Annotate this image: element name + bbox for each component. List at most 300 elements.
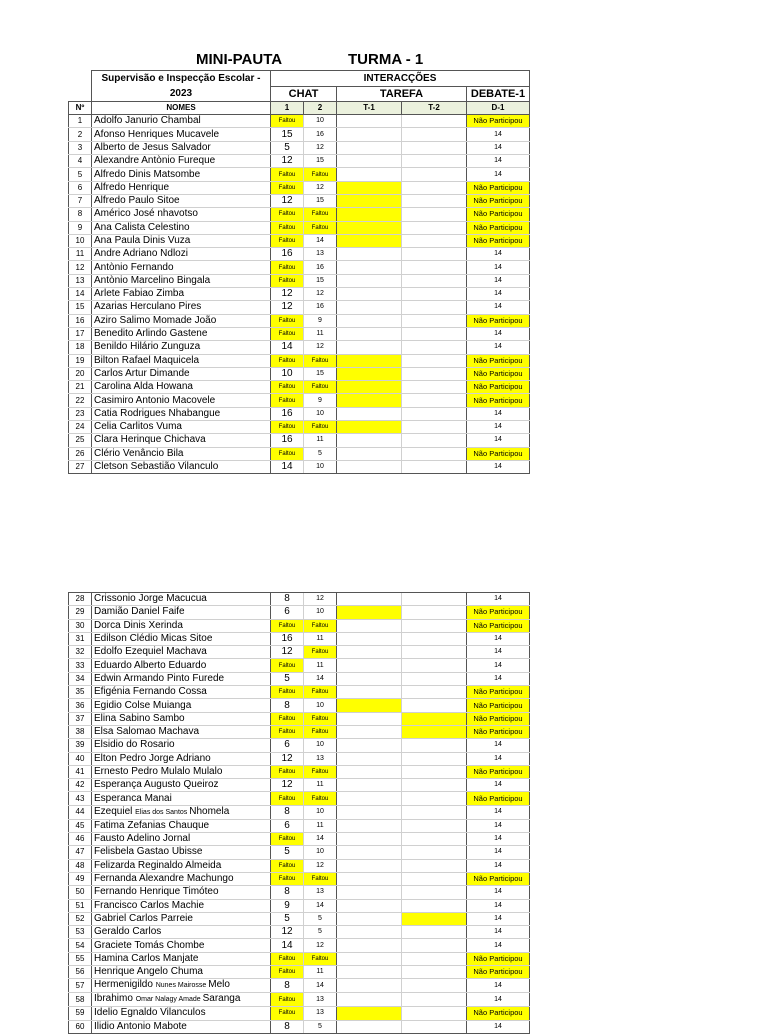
task-2-cell [402, 752, 467, 765]
task-2-cell [402, 606, 467, 619]
debate-1-grade: 14 [467, 659, 530, 672]
chat-1-grade: 5 [271, 912, 304, 925]
table-row [69, 752, 530, 765]
chat-1-grade: 16 [271, 632, 304, 645]
task-2-cell [402, 872, 467, 885]
student-name: Graciete Tomás Chombe [92, 939, 271, 952]
student-name: Esperança Augusto Queiroz [92, 779, 271, 792]
debate-1-grade: 14 [467, 833, 530, 846]
row-number: 28 [69, 593, 92, 606]
task-2-cell [402, 248, 467, 261]
debate-1-grade: 14 [467, 128, 530, 141]
student-name: Elton Pedro Jorge Adriano [92, 752, 271, 765]
debate-1-grade: 14 [467, 1020, 530, 1033]
task-1-cell [337, 792, 402, 805]
chat-1-grade: 8 [271, 979, 304, 993]
task-2-cell [402, 593, 467, 606]
task-2-cell [402, 859, 467, 872]
chat-2-grade: 12 [304, 181, 337, 194]
table-row [69, 619, 530, 632]
row-number: 17 [69, 327, 92, 340]
debate-1-grade: 14 [467, 301, 530, 314]
chat-2-grade: Faltou [304, 619, 337, 632]
task-2-cell [402, 367, 467, 380]
task-1-cell [337, 434, 402, 447]
table-row [69, 686, 530, 699]
chat-1-grade: 5 [271, 141, 304, 154]
student-name: Arlete Fabiao Zimba [92, 288, 271, 301]
debate-1-grade: 14 [467, 805, 530, 819]
task-2-cell [402, 288, 467, 301]
task-1-cell [337, 221, 402, 234]
task-1-cell [337, 833, 402, 846]
table-row [69, 381, 530, 394]
debate-1-grade: 14 [467, 672, 530, 685]
task-1-cell [337, 288, 402, 301]
chat-1-grade: Faltou [271, 993, 304, 1007]
chat-2-grade: Faltou [304, 872, 337, 885]
task-2-cell [402, 939, 467, 952]
chat-2-grade: Faltou [304, 381, 337, 394]
task-2-cell [402, 394, 467, 407]
chat-2-grade: Faltou [304, 421, 337, 434]
name-part-small: Nunes Mairosse [155, 982, 209, 990]
table-row [69, 128, 530, 141]
student-name: Elina Sabino Sambo [92, 712, 271, 725]
task-1-cell [337, 234, 402, 247]
table-row [69, 327, 530, 340]
chat-1-grade: Faltou [271, 168, 304, 181]
table-row [69, 699, 530, 712]
table-row [69, 593, 530, 606]
table-row [69, 341, 530, 354]
row-number: 27 [69, 460, 92, 473]
chat-1-grade: 8 [271, 1020, 304, 1033]
row-number: 38 [69, 725, 92, 738]
task-1-cell [337, 939, 402, 952]
task-2-cell [402, 208, 467, 221]
chat-2-grade: Faltou [304, 208, 337, 221]
debate-1-grade: 14 [467, 752, 530, 765]
task-1-cell [337, 301, 402, 314]
name-part-small: Elias dos Santos [135, 808, 190, 816]
task-2-cell [402, 792, 467, 805]
task-2-cell [402, 659, 467, 672]
chat-1-grade: 12 [271, 779, 304, 792]
table-row [69, 194, 530, 207]
table-row [69, 632, 530, 645]
row-number: 16 [69, 314, 92, 327]
task-1-cell [337, 1007, 402, 1020]
task-1-cell [337, 712, 402, 725]
task-1-cell [337, 859, 402, 872]
table-row [69, 115, 530, 128]
chat-1-grade: 10 [271, 367, 304, 380]
chat-1-grade: Faltou [271, 261, 304, 274]
row-number: 54 [69, 939, 92, 952]
names-header: NOMES [92, 102, 271, 115]
debate-1-grade: Não Participou [467, 208, 530, 221]
debate-1-grade: 14 [467, 261, 530, 274]
task-2-cell [402, 993, 467, 1007]
row-number: 40 [69, 752, 92, 765]
table-row [69, 394, 530, 407]
grades-table-2 [68, 592, 530, 1034]
task-1-cell [337, 367, 402, 380]
chat-1-grade: Faltou [271, 833, 304, 846]
row-number: 18 [69, 341, 92, 354]
chat-2-grade: 13 [304, 1007, 337, 1020]
task-2-cell [402, 899, 467, 912]
table-row [69, 833, 530, 846]
row-number: 46 [69, 833, 92, 846]
chat-1-grade: 8 [271, 886, 304, 899]
debate-1-grade: 14 [467, 886, 530, 899]
task-1-cell [337, 194, 402, 207]
chat-1-grade: 12 [271, 646, 304, 659]
student-name: Hamina Carlos Manjate [92, 952, 271, 965]
row-number: 33 [69, 659, 92, 672]
chat-2-grade: 11 [304, 327, 337, 340]
student-name: Clara Herinque Chichava [92, 434, 271, 447]
chat-1-grade: Faltou [271, 381, 304, 394]
task-2-cell [402, 261, 467, 274]
table-row [69, 672, 530, 685]
row-number: 15 [69, 301, 92, 314]
chat-2-grade: 5 [304, 447, 337, 460]
table-row [69, 659, 530, 672]
chat-2-header: 2 [304, 102, 337, 115]
debate-1-grade: 14 [467, 939, 530, 952]
chat-2-grade: 15 [304, 194, 337, 207]
task-1-cell [337, 872, 402, 885]
chat-2-grade: 12 [304, 859, 337, 872]
task-2-cell [402, 194, 467, 207]
task-1-cell [337, 421, 402, 434]
debate-1-grade: Não Participou [467, 115, 530, 128]
task-2-cell [402, 168, 467, 181]
student-name: Fausto Adelino Jornal [92, 833, 271, 846]
table-row [69, 859, 530, 872]
task-1-cell [337, 966, 402, 979]
task-1-cell [337, 952, 402, 965]
table-row [69, 460, 530, 473]
student-name: Egidio Colse Muianga [92, 699, 271, 712]
row-number: 34 [69, 672, 92, 685]
chat-1-grade: 16 [271, 407, 304, 420]
chat-2-grade: 14 [304, 979, 337, 993]
row-number: 41 [69, 765, 92, 778]
name-part: Hermenigildo [94, 979, 156, 991]
chat-2-grade: 12 [304, 288, 337, 301]
debate-1-grade: 14 [467, 421, 530, 434]
task-1-cell [337, 354, 402, 367]
table-row [69, 966, 530, 979]
task-1-cell [337, 168, 402, 181]
task-1-cell [337, 886, 402, 899]
row-number: 42 [69, 779, 92, 792]
table-row [69, 168, 530, 181]
chat-1-grade: 8 [271, 699, 304, 712]
chat-1-grade: 14 [271, 460, 304, 473]
chat-1-grade: 16 [271, 434, 304, 447]
table-row [69, 248, 530, 261]
table-row [69, 952, 530, 965]
row-number: 49 [69, 872, 92, 885]
chat-1-grade: Faltou [271, 792, 304, 805]
task-2-cell [402, 712, 467, 725]
task-2-cell [402, 181, 467, 194]
table-row [69, 872, 530, 885]
student-name: Bilton Rafael Maquicela [92, 354, 271, 367]
table-row [69, 354, 530, 367]
table-body-1 [69, 115, 530, 474]
row-number: 21 [69, 381, 92, 394]
debate-1-grade: 14 [467, 993, 530, 1007]
row-number: 7 [69, 194, 92, 207]
table-row [69, 221, 530, 234]
task-2-cell [402, 447, 467, 460]
chat-2-grade: 14 [304, 833, 337, 846]
chat-2-grade: 13 [304, 886, 337, 899]
chat-2-grade: 13 [304, 248, 337, 261]
student-name: Ana Paula Dinis Vuza [92, 234, 271, 247]
task-2-cell [402, 421, 467, 434]
chat-1-grade: Faltou [271, 221, 304, 234]
debate-1-grade: Não Participou [467, 699, 530, 712]
debate-1-grade: Não Participou [467, 872, 530, 885]
student-name: Américo José nhavotso [92, 208, 271, 221]
chat-1-grade: Faltou [271, 872, 304, 885]
chat-1-grade: 12 [271, 288, 304, 301]
chat-2-grade: 10 [304, 739, 337, 752]
student-name: Fernanda Alexandre Machungo [92, 872, 271, 885]
name-part: Nhomela [189, 805, 230, 817]
task-1-cell [337, 765, 402, 778]
task-1-cell [337, 274, 402, 287]
row-number: 45 [69, 819, 92, 832]
task-1-cell [337, 381, 402, 394]
task-1-cell [337, 341, 402, 354]
task-1-cell [337, 593, 402, 606]
chat-2-grade: Faltou [304, 952, 337, 965]
table-row [69, 261, 530, 274]
student-name: Clério Venâncio Bila [92, 447, 271, 460]
row-number: 48 [69, 859, 92, 872]
chat-2-grade: 16 [304, 301, 337, 314]
row-number: 55 [69, 952, 92, 965]
chat-1-grade: Faltou [271, 447, 304, 460]
chat-2-grade: Faltou [304, 354, 337, 367]
student-name: Adolfo Janurio Chambal [92, 115, 271, 128]
chat-1-grade: 8 [271, 805, 304, 819]
task-header: TAREFA [337, 87, 467, 102]
task-1-cell [337, 979, 402, 993]
task-1-cell [337, 699, 402, 712]
chat-2-grade: 11 [304, 632, 337, 645]
interactions-header: INTERACÇÕES [271, 71, 530, 87]
row-number: 30 [69, 619, 92, 632]
student-name: Celia Carlitos Vuma [92, 421, 271, 434]
chat-2-grade: Faltou [304, 168, 337, 181]
task-1-cell [337, 447, 402, 460]
table-row [69, 805, 530, 819]
row-number: 23 [69, 407, 92, 420]
chat-2-grade: 13 [304, 752, 337, 765]
task-2-cell [402, 819, 467, 832]
task-1-cell [337, 659, 402, 672]
task-2-cell [402, 672, 467, 685]
task-1-cell [337, 752, 402, 765]
student-name: Fernando Henrique Timóteo [92, 886, 271, 899]
chat-1-grade: Faltou [271, 208, 304, 221]
student-name: Edilson Clédio Micas Sitoe [92, 632, 271, 645]
table-row [69, 646, 530, 659]
debate-1-grade: 14 [467, 248, 530, 261]
task-2-cell [402, 632, 467, 645]
debate-1-grade: 14 [467, 341, 530, 354]
row-number: 50 [69, 886, 92, 899]
row-number: 53 [69, 926, 92, 939]
row-number: 14 [69, 288, 92, 301]
debate-1-grade: Não Participou [467, 606, 530, 619]
task-2-cell [402, 341, 467, 354]
chat-1-grade: 12 [271, 752, 304, 765]
table-row [69, 739, 530, 752]
task-1-header: T-1 [337, 102, 402, 115]
chat-1-header: 1 [271, 102, 304, 115]
task-2-cell [402, 1007, 467, 1020]
table-row [69, 208, 530, 221]
student-name: Aziro Salimo Momade João [92, 314, 271, 327]
table-row [69, 926, 530, 939]
chat-1-grade: Faltou [271, 314, 304, 327]
student-name: Carolina Alda Howana [92, 381, 271, 394]
student-name: Elsidio do Rosario [92, 739, 271, 752]
chat-2-grade: 15 [304, 367, 337, 380]
debate-1-grade: 14 [467, 739, 530, 752]
chat-2-grade: 16 [304, 261, 337, 274]
table-row [69, 886, 530, 899]
chat-1-grade: 6 [271, 606, 304, 619]
row-number: 60 [69, 1020, 92, 1033]
row-number: 1 [69, 115, 92, 128]
task-1-cell [337, 327, 402, 340]
class-label: TURMA - 1 [348, 51, 424, 68]
row-number: 43 [69, 792, 92, 805]
row-number: 52 [69, 912, 92, 925]
table-row [69, 765, 530, 778]
task-2-cell [402, 381, 467, 394]
student-name [92, 979, 271, 993]
chat-2-grade: Faltou [304, 686, 337, 699]
chat-2-grade: Faltou [304, 221, 337, 234]
chat-2-grade: 10 [304, 805, 337, 819]
table-row [69, 819, 530, 832]
chat-2-grade: 9 [304, 314, 337, 327]
debate-1-grade: Não Participou [467, 765, 530, 778]
chat-2-grade: 5 [304, 1020, 337, 1033]
task-2-cell [402, 354, 467, 367]
task-2-cell [402, 779, 467, 792]
student-name: Azarias Herculano Pires [92, 301, 271, 314]
table-row [69, 899, 530, 912]
page-title: MINI-PAUTA [196, 51, 283, 68]
table-row [69, 421, 530, 434]
row-number: 47 [69, 846, 92, 859]
task-2-cell [402, 434, 467, 447]
student-name: Benildo Hilário Zunguza [92, 341, 271, 354]
student-name [92, 805, 271, 819]
chat-1-grade: Faltou [271, 274, 304, 287]
task-1-cell [337, 739, 402, 752]
chat-2-grade: 11 [304, 966, 337, 979]
chat-2-grade: 10 [304, 407, 337, 420]
chat-2-grade: 10 [304, 115, 337, 128]
student-name: Fatima Zefanias Chauque [92, 819, 271, 832]
task-1-cell [337, 819, 402, 832]
debate-1-grade: 14 [467, 846, 530, 859]
chat-1-grade: Faltou [271, 952, 304, 965]
table-row [69, 846, 530, 859]
table-row [69, 288, 530, 301]
student-name: Francisco Carlos Machie [92, 899, 271, 912]
chat-1-grade: Faltou [271, 725, 304, 738]
task-1-cell [337, 912, 402, 925]
row-number: 51 [69, 899, 92, 912]
row-number: 5 [69, 168, 92, 181]
grades-table-1 [68, 70, 530, 474]
number-header: Nº [69, 102, 92, 115]
chat-1-grade: Faltou [271, 765, 304, 778]
student-name: Felisbela Gastao Ubisse [92, 846, 271, 859]
row-number: 29 [69, 606, 92, 619]
table-row [69, 301, 530, 314]
task-1-cell [337, 394, 402, 407]
chat-2-grade: 14 [304, 234, 337, 247]
chat-1-grade: Faltou [271, 966, 304, 979]
debate-1-grade: Não Participou [467, 234, 530, 247]
student-name: Andre Adriano Ndlozi [92, 248, 271, 261]
debate-1-grade: Não Participou [467, 367, 530, 380]
student-name: Alberto de Jesus Salvador [92, 141, 271, 154]
chat-1-grade: 6 [271, 819, 304, 832]
student-name: Edwin Armando Pinto Furede [92, 672, 271, 685]
debate-1-grade: 14 [467, 274, 530, 287]
task-2-cell [402, 155, 467, 168]
name-part: Ezequiel [94, 805, 136, 817]
student-name: Efigénia Fernando Cossa [92, 686, 271, 699]
chat-1-grade: 5 [271, 672, 304, 685]
chat-1-grade: 12 [271, 301, 304, 314]
table-row [69, 155, 530, 168]
student-name: Esperanca Manai [92, 792, 271, 805]
task-2-cell [402, 301, 467, 314]
chat-2-grade: 10 [304, 846, 337, 859]
table-row [69, 447, 530, 460]
student-name: Ilidio Antonio Mabote [92, 1020, 271, 1033]
debate-1-grade: Não Participou [467, 194, 530, 207]
chat-1-grade: Faltou [271, 181, 304, 194]
name-part: Melo [208, 979, 230, 991]
table-row [69, 792, 530, 805]
debate-1-grade: 14 [467, 168, 530, 181]
table-row [69, 993, 530, 1007]
debate-1-grade: Não Participou [467, 354, 530, 367]
row-number: 3 [69, 141, 92, 154]
debate-1-grade: Não Participou [467, 314, 530, 327]
debate-1-grade: Não Participou [467, 447, 530, 460]
